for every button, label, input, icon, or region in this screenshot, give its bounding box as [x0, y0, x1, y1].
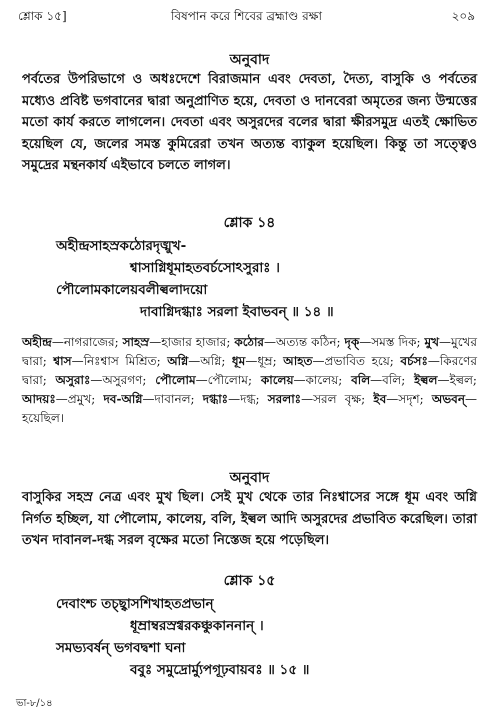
- synonym-term: বর্চসঃ: [400, 354, 428, 368]
- synonym-meaning: হাজার হাজার;: [161, 335, 235, 349]
- verse-15-title: শ্লোক ১৫: [223, 573, 276, 589]
- synonym-meaning: নিঃশ্বাস মিশ্রিত;: [83, 354, 168, 368]
- synonym-term: অগ্নি: [167, 354, 189, 368]
- verse-14-title: শ্লোক ১৪: [223, 215, 276, 231]
- synonym-term: অসুরাঃ: [55, 373, 91, 387]
- translation-text-1: পর্বতের উপরিভাগে ও অধঃদেশে বিরাজমান এবং দেবতা, দৈত্য, বাসুকি ও পর্বতের মধ্যেও প্রবিষ্ট ভগবানের দ্বারা অনুপ্রাণিত হয়ে, দেবতা ও দানবেরা অমৃতের জন্য উন্মত্তের মতো কার্য করতে লাগলেন। দেবতা এবং অসুরদের বলের দ্বারা ক্ষীরসমুদ্র এতই ক্ষোভিত হয়েছিল যে, জলের সমস্ত কুমিরেরা তখন অত্যন্ত ব্যাকুল হয়েছিল। কিন্তু তা সত্ত্বেও সমুদ্রের মন্থনকার্য এইভাবে চলতে লাগল।: [22, 72, 477, 173]
- synonym-meaning: সদৃশ;: [398, 392, 432, 406]
- synonym-term: দৃক্: [344, 335, 360, 349]
- verse-15-line-2: ধূম্রাম্বরস্রগ্বরকঞ্চুকাননান্ ।: [130, 618, 264, 634]
- translation-text-2: বাসুকির সহস্র নেত্র এবং মুখ ছিল। সেই মুখ থেকে তার নিঃশ্বাসের সঙ্গে ধূম এবং অগ্নি নির্গত হচ্ছিল, যা পৌলোম, কালেয়, বলি, ইল্বল আদি অসুরদের প্রভাবিত করেছিল। তারা তখন দাবানল-দগ্ধ সরল বৃক্ষের মতো নিস্তেজ হয়ে পড়েছিল।: [22, 490, 477, 548]
- word-for-word-synonyms: অহীন্দ্র—নাগরাজের; সাহস্র—হাজার হাজার; কঠোর—অত্যন্ত কঠিন; দৃক্—সমস্ত দিক; মুখ—মুখের দ্বারা; শ্বাস—নিঃশ্বাস মিশ্রিত; অগ্নি—অগ্নি; ধূম—ধূম্র; আহত—প্রভাবিত হয়ে; বর্চসঃ—কিরণের দ্বারা; অসুরাঃ—অসুরগণ; পৌলোম—পৌলোম; কালেয়—কালেয়; বলি—বলি; ইল্বল—ইল্বল; আদয়ঃ—প্রমুখ; দব-অগ্নি—দাবানল; দগ্ধাঃ—দগ্ধ; সরলাঃ—সরল বৃক্ষ; ইব—সদৃশ; অভবন্—হয়েছিল।: [22, 335, 478, 425]
- synonym-meaning: কালেয়;: [305, 373, 352, 387]
- verse-14-line-3: পৌলোমকালেয়বলীল্বলাদয়ো: [56, 282, 208, 298]
- synonym-term: পৌলোম: [155, 373, 196, 387]
- verse-15-line-1: দেবাংশ্চ তচ্ছ্বাসশিখাহতপ্রভান্: [56, 596, 214, 612]
- header-page-number: ২০৯: [451, 9, 475, 23]
- synonym-meaning: প্রভাবিত হয়ে;: [324, 354, 401, 368]
- running-header: [18, 6, 475, 28]
- verse-15-line-3: সমভ্যবর্ষন্ ভগবদ্বশা ঘনা: [56, 640, 186, 656]
- synonym-meaning: ধূম্র;: [257, 354, 284, 368]
- synonym-term: অভবন্: [431, 392, 466, 406]
- synonym-meaning: দাবানল;: [154, 392, 203, 406]
- verse-14-line-4: দাবাগ্নিদগ্ধাঃ সরলা ইবাভবন্ ॥ ১৪ ॥: [140, 304, 334, 320]
- synonym-term: দগ্ধাঃ: [202, 392, 229, 406]
- synonym-meaning: ইল্বল;: [449, 373, 477, 387]
- header-chapter-title: বিষপান করে শিবের ব্রহ্মাণ্ড রক্ষা: [171, 9, 322, 23]
- synonym-term: ইব: [373, 392, 387, 406]
- synonym-meaning: সরল বৃক্ষ;: [313, 392, 374, 406]
- synonym-term: অহীন্দ্র: [22, 335, 52, 349]
- synonym-term: ইল্বল: [414, 373, 438, 387]
- synonym-term: আদয়ঃ: [22, 392, 56, 406]
- synonym-term: কালেয়: [260, 373, 294, 387]
- synonym-meaning: নাগরাজের;: [63, 335, 123, 349]
- synonym-term: ধূম: [231, 354, 246, 368]
- synonym-meaning: পৌলোম;: [207, 373, 261, 387]
- synonym-term: কঠোর: [234, 335, 265, 349]
- footer-signature: ভা-৮/১৪: [16, 698, 53, 709]
- synonym-meaning: সমস্ত দিক;: [371, 335, 425, 349]
- verse-15-line-4: ববুঃ সমুদ্রোর্ম্যুপগূঢ়বায়বঃ ॥ ১৫ ॥: [130, 662, 310, 678]
- verse-14-line-2: শ্বাসাগ্নিধূমাহতবর্চসোঽসুরাঃ ।: [130, 260, 281, 276]
- synonym-meaning: কিরণের দ্বারা;: [22, 354, 477, 387]
- translation-heading-2: অনুবাদ: [229, 470, 270, 486]
- synonym-meaning: অসুরগণ;: [102, 373, 156, 387]
- synonym-meaning: মুখের দ্বারা;: [22, 335, 478, 368]
- verse-14-line-1: অহীন্দ্রসাহস্রকঠোরদৃঙ্মুখ-: [56, 238, 187, 254]
- synonym-meaning: হয়েছিল।: [22, 411, 65, 425]
- synonym-term: মুখ: [424, 335, 440, 349]
- synonym-meaning: প্রমুখ;: [67, 392, 104, 406]
- verse-14-sanskrit: [22, 235, 477, 323]
- synonym-meaning: বলি;: [382, 373, 415, 387]
- synonym-term: সরলাঃ: [267, 392, 302, 406]
- synonym-term: আহত: [283, 354, 313, 368]
- synonym-meaning: দগ্ধ;: [240, 392, 268, 406]
- synonym-term: বলি: [351, 373, 371, 387]
- synonym-meaning: অগ্নি;: [200, 354, 232, 368]
- verse-15-sanskrit: [22, 593, 477, 681]
- synonym-term: দব-অগ্নি: [103, 392, 143, 406]
- header-verse-ref: শ্লোক ১৫]: [18, 9, 67, 23]
- synonym-meaning: অত্যন্ত কঠিন;: [276, 335, 345, 349]
- synonym-term: শ্বাস: [53, 354, 72, 368]
- translation-heading-1: অনুবাদ: [229, 52, 270, 68]
- synonym-term: সাহস্র: [122, 335, 150, 349]
